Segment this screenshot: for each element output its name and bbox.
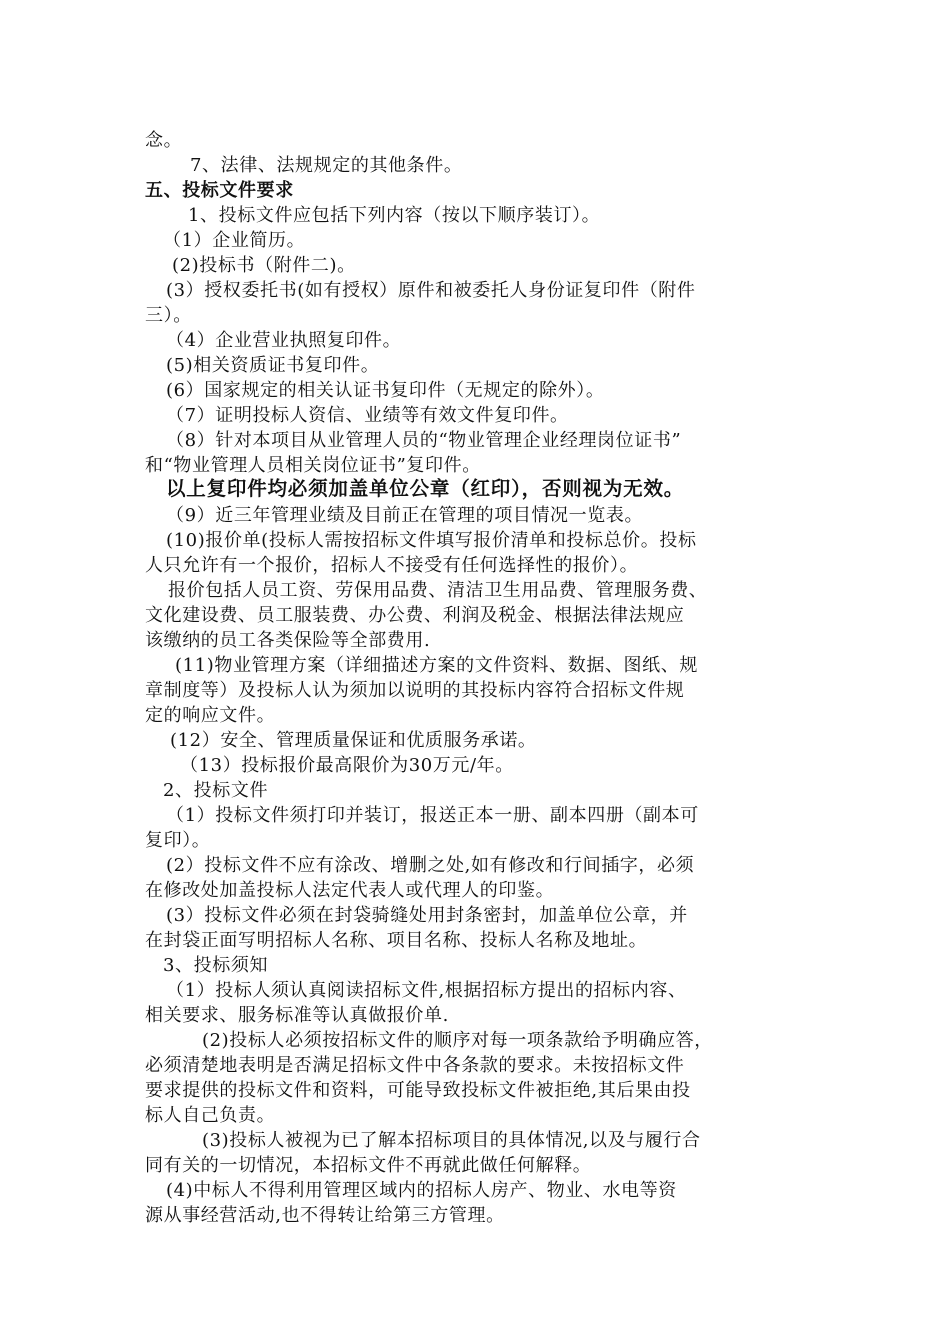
text-line: 1、投标文件应包括下列内容（按以下顺序装订）。 — [188, 205, 601, 226]
text-line: （9）近三年管理业绩及目前正在管理的项目情况一览表。 — [166, 505, 644, 526]
text-line: 7、法律、法规规定的其他条件。 — [190, 155, 463, 176]
text-line: (3)投标人被视为已了解本招标项目的具体情况,以及与履行合 — [202, 1130, 701, 1151]
text-line: (4)中标人不得利用管理区域内的招标人房产、物业、水电等资 — [166, 1180, 677, 1201]
text-line: 在修改处加盖投标人法定代表人或代理人的印鉴。 — [145, 880, 555, 901]
text-line: (5)相关资质证书复印件。 — [166, 355, 380, 376]
text-line: 要求提供的投标文件和资料，可能导致投标文件被拒绝,其后果由投 — [145, 1080, 691, 1101]
text-line: 在封袋正面写明招标人名称、项目名称、投标人名称及地址。 — [145, 930, 648, 951]
text-line: (3）授权委托书(如有授权）原件和被委托人身份证复印件（附件 — [166, 280, 696, 301]
text-line: 定的响应文件。 — [145, 705, 276, 726]
text-line: 相关要求、服务标准等认真做报价单. — [145, 1005, 449, 1026]
text-line: (6）国家规定的相关认证书复印件（无规定的除外）。 — [166, 380, 605, 401]
text-line: (2）投标文件不应有涂改、增删之处,如有修改和行间插字，必须 — [166, 855, 695, 876]
text-line: （1）企业简历。 — [163, 230, 306, 251]
text-line: 三）。 — [145, 305, 192, 326]
text-line: 源从事经营活动,也不得转让给第三方管理。 — [145, 1205, 505, 1226]
text-line: 复印）。 — [145, 830, 211, 851]
text-line: 念。 — [145, 130, 183, 151]
text-line: （4）企业营业执照复印件。 — [166, 330, 402, 351]
subsection-heading: 2、投标文件 — [163, 780, 269, 801]
text-line: (10)报价单(投标人需按招标文件填写报价清单和投标总价。投标 — [166, 530, 697, 551]
subsection-heading: 3、投标须知 — [163, 955, 269, 976]
text-line: (3）投标文件必须在封袋骑缝处用封条密封，加盖单位公章，并 — [166, 905, 688, 926]
section-heading: 五、投标文件要求 — [145, 180, 294, 201]
text-line: 报价包括人员工资、劳保用品费、清洁卫生用品费、管理服务费、 — [168, 580, 708, 601]
text-line: 人只允许有一个报价，招标人不接受有任何选择性的报价）。 — [145, 555, 639, 576]
text-line: 章制度等）及投标人认为须加以说明的其投标内容符合招标文件规 — [145, 680, 685, 701]
text-line: 必须清楚地表明是否满足招标文件中各条款的要求。未按招标文件 — [145, 1055, 685, 1076]
text-line: (2)投标书（附件二)。 — [172, 255, 356, 276]
text-line: 文化建设费、员工服装费、办公费、利润及税金、根据法律法规应 — [145, 605, 685, 626]
text-line: （8）针对本项目从业管理人员的“物业管理企业经理岗位证书” — [166, 430, 682, 451]
text-line: （7）证明投标人资信、业绩等有效文件复印件。 — [166, 405, 569, 426]
text-line: （13）投标报价最高限价为30万元/年。 — [180, 755, 514, 776]
text-line: 和“物业管理人员相关岗位证书”复印件。 — [145, 455, 481, 476]
text-line: (2)投标人必须按招标文件的顺序对每一项条款给予明确应答， — [202, 1030, 713, 1051]
text-line: 该缴纳的员工各类保险等全部费用. — [145, 630, 431, 651]
text-line: （1）投标人须认真阅读招标文件,根据招标方提出的招标内容、 — [166, 980, 687, 1001]
text-line: （1）投标文件须打印并装订，报送正本一册、副本四册（副本可 — [166, 805, 699, 826]
text-line: 标人自己负责。 — [145, 1105, 276, 1126]
emphasis-note: 以上复印件均必须加盖单位公章（红印），否则视为无效。 — [166, 477, 685, 500]
text-line: (12）安全、管理质量保证和优质服务承诺。 — [170, 730, 537, 751]
text-line: (11)物业管理方案（详细描述方案的文件资料、数据、图纸、规 — [175, 655, 698, 676]
text-line: 同有关的一切情况，本招标文件不再就此做任何解释。 — [145, 1155, 592, 1176]
